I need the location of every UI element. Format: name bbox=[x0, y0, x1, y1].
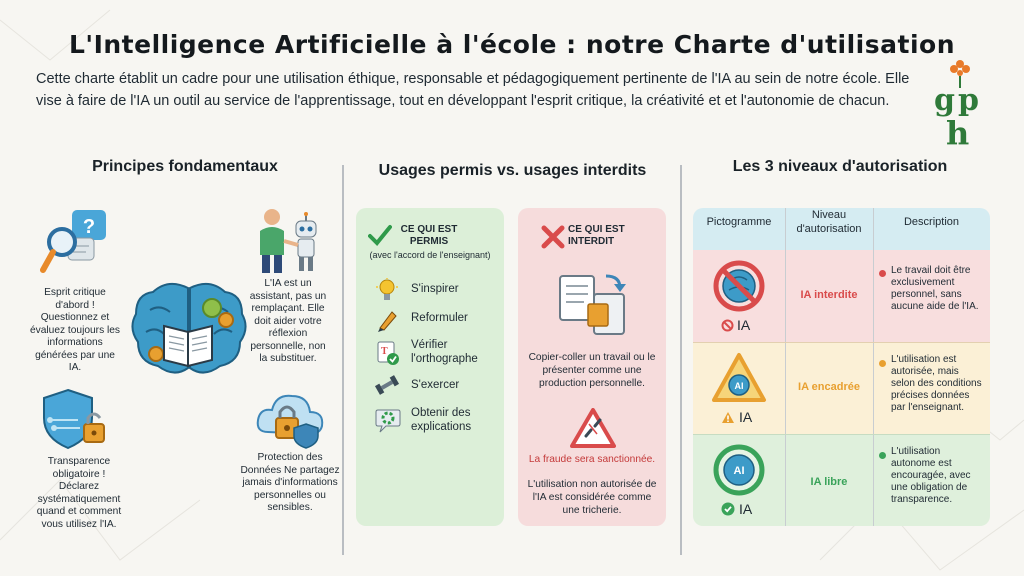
description-forbidden: Le travail doit être exclusivement personnel, sans aucune aide de l'IA. bbox=[891, 265, 979, 312]
school-logo bbox=[930, 58, 990, 150]
divider-left bbox=[342, 165, 344, 555]
levels-table bbox=[693, 208, 990, 526]
principles-title: Principes fondamentaux bbox=[92, 158, 278, 175]
allowed-item-explanations: Obtenir des explications bbox=[411, 407, 472, 433]
svg-text:AI: AI bbox=[734, 381, 744, 391]
person-robot-icon bbox=[252, 207, 326, 275]
dumbbell-icon bbox=[374, 374, 400, 396]
intro-paragraph: Cette charte établit un cadre pour une utilisation éthique, responsable et pédagogiquement pertinente de l'IA au sein de notre école. Elle vise à faire de l'IA un outil au service de l'apprentissage, tout en développant l'esprit critique, la créativité et et l'autonomie de chacun. bbox=[36, 71, 910, 109]
allowed-item-rephrase: Reformuler bbox=[411, 312, 468, 324]
row-icon-label: IA bbox=[737, 317, 751, 333]
copy-paste-icon bbox=[556, 270, 632, 340]
description-supervised: L'utilisation est autorisée, mais selon des conditions précises données par l'enseignant. bbox=[891, 354, 982, 413]
forbidden-copy-text: Copier-coller un travail ou le présenter comme une production personnelle. bbox=[528, 352, 656, 389]
svg-text:AI: AI bbox=[733, 465, 745, 477]
svg-text:h: h bbox=[946, 114, 970, 150]
usages-title: Usages permis vs. usages interdits bbox=[378, 162, 647, 179]
shield-lock-icon bbox=[38, 388, 112, 450]
prohibited-icon bbox=[721, 319, 734, 332]
ai-free-icon bbox=[713, 444, 765, 496]
pencil-icon bbox=[376, 308, 398, 332]
check-circle-icon bbox=[721, 502, 735, 516]
status-dot-red bbox=[879, 270, 886, 277]
allowed-item-practice: S'exercer bbox=[411, 379, 460, 391]
svg-text:?: ? bbox=[82, 216, 96, 238]
svg-text:T: T bbox=[381, 346, 388, 357]
header-pictogram: Pictogramme bbox=[706, 216, 772, 228]
warning-broken-link-icon bbox=[570, 408, 616, 448]
fraud-text: L'utilisation non autorisée de l'IA est considérée comme une tricherie. bbox=[527, 479, 657, 516]
spellcheck-icon bbox=[376, 340, 400, 366]
column-divider bbox=[873, 208, 874, 526]
level-supervised: IA encadrée bbox=[798, 381, 860, 393]
fraud-title: La fraude sera sanctionnée. bbox=[528, 454, 656, 465]
magnifier-question-icon bbox=[40, 208, 112, 280]
small-warning-icon bbox=[721, 411, 735, 424]
lightbulb-icon bbox=[376, 278, 398, 302]
gear-bubble-icon bbox=[374, 406, 402, 434]
forbidden-heading: CE QUI EST INTERDIT bbox=[568, 224, 625, 247]
level-forbidden: IA interdite bbox=[800, 289, 858, 301]
divider-right bbox=[680, 165, 682, 555]
cloud-lock-icon bbox=[254, 388, 326, 450]
cross-icon bbox=[540, 224, 566, 250]
row-divider bbox=[693, 342, 990, 343]
principle-critical: Esprit critique d'abord ! Questionnez et évaluez toujours les informations générées par une IA. bbox=[29, 287, 121, 373]
principle-transparency: Transparence obligatoire ! Déclarez systématiquement quand et comment vous utilisez l'IA. bbox=[36, 456, 122, 530]
svg-text:g: g bbox=[934, 83, 955, 118]
brain-book-icon bbox=[128, 280, 250, 380]
description-free: L'utilisation autonome est encouragée, avec une obligation de transparence. bbox=[891, 446, 971, 505]
svg-text:p: p bbox=[958, 83, 979, 118]
allowed-subheading: (avec l'accord de l'enseignant) bbox=[369, 250, 491, 260]
check-icon bbox=[368, 224, 392, 246]
principle-data-protection: Protection des Données Ne partagez jamais d'informations personnelles ou sensibles. bbox=[240, 452, 340, 513]
page-title: L'Intelligence Artificielle à l'école : notre Charte d'utilisation bbox=[68, 30, 955, 59]
row-icon-label: IA bbox=[739, 409, 753, 425]
allowed-heading: CE QUI EST PERMIS bbox=[400, 224, 458, 247]
allowed-item-inspire: S'inspirer bbox=[411, 283, 459, 295]
status-dot-orange bbox=[879, 360, 886, 367]
level-free: IA libre bbox=[810, 476, 848, 488]
row-icon-label: IA bbox=[739, 501, 753, 517]
row-divider bbox=[693, 434, 990, 435]
ai-forbidden-icon bbox=[713, 260, 765, 312]
levels-title: Les 3 niveaux d'autorisation bbox=[732, 158, 948, 175]
header-level: Niveau d'autorisation bbox=[796, 209, 862, 235]
allowed-item-spelling: Vérifier l'orthographe bbox=[411, 339, 478, 365]
header-description: Description bbox=[903, 216, 960, 228]
status-dot-green bbox=[879, 452, 886, 459]
principle-assistant: L'IA est un assistant, pas un remplaçant. Elle doit aider votre réflexion personnelle, non la substituer. bbox=[249, 278, 327, 364]
ai-warning-icon bbox=[711, 352, 767, 404]
